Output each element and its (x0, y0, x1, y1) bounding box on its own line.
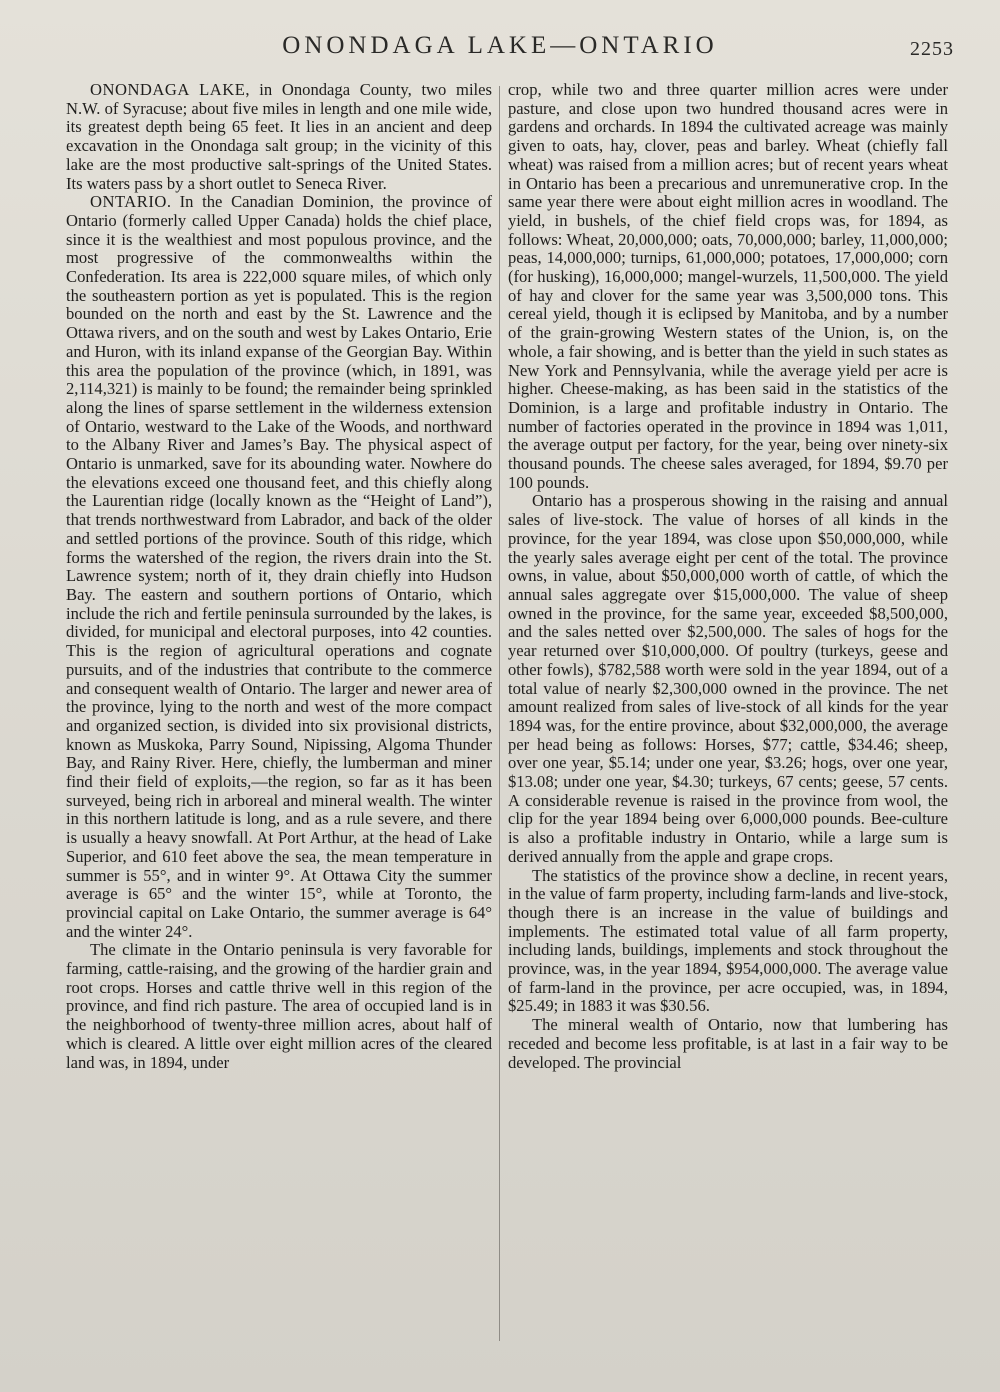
paragraph-climate: The climate in the Ontario peninsula is very favorable for farming, cattle-raising, and the growing of the hardier grain and root crops. Horses and cattle thrive well in this region of the province, and find rich pasture. The area of occupied land is in the neighborhood of twenty-three million acres, about half of which is cleared. A little over eight million acres of the cleared land was, in 1894, under (66, 940, 492, 1072)
paragraph-farm-property: The statistics of the province show a decline, in recent years, in the value of farm property, including farm-lands and live-stock, though there is an increase in the value of buildings and implements. The estimated total value of all farm property, including lands, buildings, implements and stock throughout the province, was, in the year 1894, $954,000,000. The average value of farm-land in the province, per acre occupied, was, in 1894, $25.49; in 1883 it was $30.56. (508, 865, 948, 1016)
column-divider (499, 86, 500, 1341)
entry-text: , in Onondaga County, two miles N.W. of Syracuse; about five miles in length and one mile wide, its greatest depth being 65 feet. It lies in an ancient and deep excavation in the Onondaga salt group; in the vicinity of this lake are the most productive salt-springs of the United States. Its waters pass by a short outlet to Seneca River. (66, 80, 492, 193)
entry-headword: ONTARIO (90, 192, 167, 212)
entry-ontario (66, 193, 492, 941)
entry-headword: ONONDAGA LAKE (90, 80, 246, 99)
paragraph-live-stock: Ontario has a prosperous showing in the raising and annual sales of live-stock. The value of horses of all kinds in the province, for the year 1894, was close upon $50,000,000, while the yearly sales average eight per cent of the total. The province owns, in value, about $50,000,000 worth of cattle, of which the annual sales aggregate over $15,000,000. The value of sheep owned in the province, for the same year, exceeded $8,500,000, and the sales netted over $2,500,000. The sales of hogs for the year returned over $10,000,000. Of poultry (turkeys, geese and other fowls), $782,588 worth were sold in the year 1894, out of a total value of nearly $2,300,000 owned in the province. The net amount realized from sales of live-stock of all kinds for the year 1894 was, for the entire province, about $32,000,000, the average per head being as follows: Horses, $77; cattle, $34.46; sheep, over one year, $5.14; under one year, $3.26; hogs, over one year, $13.08; under one year, $4.30; turkeys, 67 cents; geese, 57 cents. A considerable revenue is raised in the province from wool, the clip for the year 1894 being over 6,000,000 pounds. Bee-culture is also a profitable industry in Ontario, while a large sum is derived annually from the apple and grape crops. (508, 491, 948, 866)
running-head: ONONDAGA LAKE—ONTARIO (282, 32, 718, 59)
page-number: 2253 (910, 38, 954, 60)
paragraph-mineral-wealth: The mineral wealth of Ontario, now that lumbering has receded and become less profitable, is at last in a fair way to be developed. The provincial (508, 1015, 948, 1072)
entry-text: . In the Canadian Dominion, the province of Ontario (formerly called Upper Canada) holds the chief place, since it is the wealthiest and most populous province, and the most progressive of the commonwealths within the Confederation. Its area is 222,000 square miles, of which only the southeastern portion as yet is populated. This is the region bounded on the north and east by the St. Lawrence and the Ottawa rivers, and on the south and west by Lakes Ontario, Erie and Huron, with its inland expanse of the Georgian Bay. Within this area the population of the province (which, in 1891, was 2,114,321) is mainly to be found; the remainder being sprinkled along the lines of sparse settlement in the wilderness extension of Ontario, westward to the Lake of the Woods, and northward to the Albany River and James’s Bay. The physical aspect of Ontario is unmarked, save for its abounding water. Nowhere do the elevations exceed one thousand feet, and this chiefly along the Laurentian ridge (locally known as the “Height of Land”), that trends northwestward from Labrador, and back of the older and settled portions of the province. South of this ridge, which forms the watershed of the region, the rivers drain into the St. Lawrence system; north of it, they drain chiefly into Hudson Bay. The eastern and southern portions of Ontario, which include the rich and fertile peninsula surrounded by the lakes, is divided, for municipal and electoral purposes, into 42 counties. This is the region of agricultural operations and cognate pursuits, and of the industries that contribute to the commerce and consequent wealth of Ontario. The larger and newer area of the province, lying to the north and west of the more compact and organized section, is divided into six provisional districts, known as Muskoka, Parry Sound, Nipissing, Algoma Thunder Bay, and Rainy River. Here, chiefly, the lumberman and miner find their field of exploits,—the region, so far as it has been surveyed, being rich in arboreal and mineral wealth. The winter in this northern latitude is long, and as a rule severe, and there is usually a heavy snowfall. At Port Arthur, at the head of Lake Superior, and 610 feet above the sea, the mean temperature in summer is 55°, and in winter 9°. At Ottawa City the summer average is 65° and the winter 15°, while at Toronto, the provincial capital on Lake Ontario, the summer average is 64° and the winter 24°. (66, 192, 492, 941)
paragraph-crops-continued: crop, while two and three quarter million acres were under pasture, and close upon two hundred thousand acres were in gardens and orchards. In 1894 the cultivated acreage was mainly given to oats, hay, clover, peas and barley. Wheat (chiefly fall wheat) was raised from a million acres; but of recent years wheat in Ontario has been a precarious and unremunerative crop. In the same year there were about eight million acres in woodland. The yield, in bushels, of the chief field crops was, for 1894, as follows: Wheat, 20,000,000; oats, 70,000,000; barley, 11,000,000; peas, 14,000,000; turnips, 61,000,000; potatoes, 17,000,000; corn (for husking), 16,000,000; mangel-wurzels, 11,500,000. The yield of hay and clover for the same year was 3,500,000 tons. This cereal yield, though it is eclipsed by Manitoba, and by a number of the grain-growing Western states of the Union, is, on the whole, a fair showing, and is better than the yield in such states as New York and Pennsylvania, while the average yield per acre is higher. Cheese-making, as has been said in the statistics of the Dominion, is a large and profitable industry in Ontario. The number of factories operated in the province in 1894 was 1,011, the average output per factory, for the year, being over ninety-six thousand pounds. The cheese sales averaged, for 1894, $9.70 per 100 pounds. (508, 80, 948, 492)
entry-onondaga-lake (66, 81, 492, 193)
left-column (66, 81, 492, 1072)
right-column (508, 81, 948, 1072)
